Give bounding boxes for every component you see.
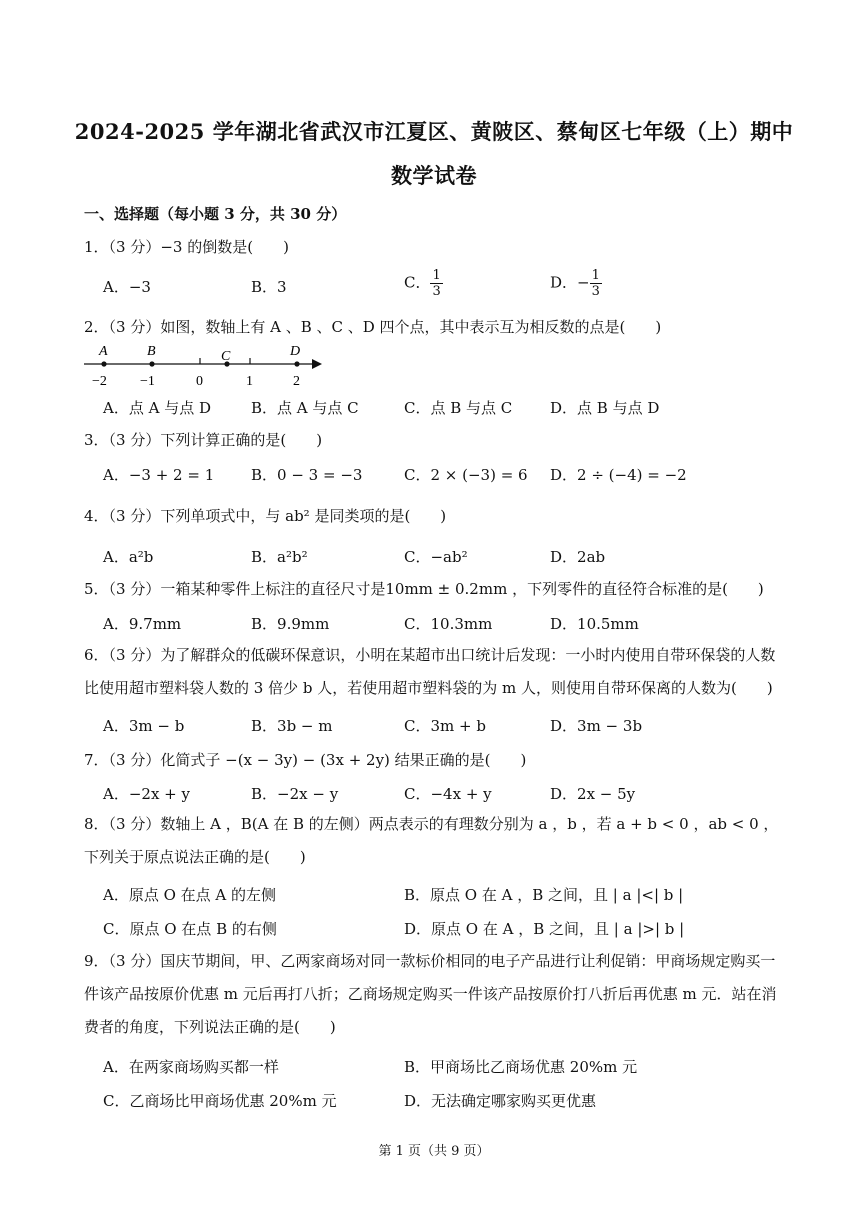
question-2-option-d: D．点 B 与点 D: [550, 399, 660, 417]
number-line-figure: [82, 340, 332, 390]
point-b-dot: [149, 361, 154, 366]
point-label-a: A: [99, 344, 108, 359]
option-label: C．: [404, 273, 431, 292]
question-3-option-a: A．−3 + 2 = 1: [103, 466, 215, 484]
question-5-option-d: D．10.5mm: [550, 615, 639, 633]
question-9-option-a: A．在两家商场购买都一样: [103, 1058, 279, 1076]
tick-label: 1: [246, 374, 253, 389]
question-8-stem: 8．（3 分）数轴上 A ，B(A 在 B 的左侧）两点表示的有理数分别为 a ，b ，若 a + b < 0 ，ab < 0 ，下列关于原点说法正确的是( ): [84, 815, 779, 866]
tick-label: −1: [140, 374, 155, 389]
question-8-option-b: B．原点 O 在 A ，B 之间，且 | a |<| b |: [404, 886, 684, 904]
question-5-option-b: B．9.9mm: [251, 615, 330, 633]
question-8-option-a: A．原点 O 在点 A 的左侧: [103, 886, 277, 904]
point-label-d: D: [290, 344, 301, 359]
question-7-option-d: D．2x − 5y: [550, 785, 636, 803]
point-label-b: B: [147, 344, 156, 359]
question-1-option-b: B．3: [251, 278, 287, 296]
question-6-option-a: A．3m − b: [103, 717, 185, 735]
number-line-arrow: [312, 359, 322, 369]
question-3-option-b: B．0 − 3 = −3: [251, 466, 363, 484]
tick-label: 0: [196, 374, 203, 389]
page-footer: 第 1 页（共 9 页）: [378, 1144, 490, 1159]
question-6-option-b: B．3b − m: [251, 717, 333, 735]
question-3-option-c: C．2 × (−3) = 6: [404, 466, 528, 484]
question-8-option-d: D．原点 O 在 A ，B 之间，且 | a |>| b |: [404, 920, 685, 938]
question-6-stem: 6．（3 分）为了解群众的低碳环保意识，小明在某超市出口统计后发现：一小时内使用自带环保袋的人数比使用超市塑料袋人数的 3 倍少 b 人，若使用超市塑料袋的为 m 人，则使用自带环保离的人数为( ): [84, 646, 776, 697]
question-1-stem: 1．（3 分）−3 的倒数是( ): [84, 238, 289, 256]
question-2-option-b: B．点 A 与点 C: [251, 399, 359, 417]
point-d-dot: [294, 361, 299, 366]
question-4-option-a: A．a²b: [103, 548, 154, 566]
point-label-c: C: [221, 349, 231, 364]
question-1-option-d: [550, 268, 602, 299]
exam-title-line2: 数学试卷: [391, 163, 477, 188]
question-3-stem: 3．（3 分）下列计算正确的是( ): [84, 431, 323, 449]
question-6-option-c: C．3m + b: [404, 717, 486, 735]
fraction: $\frac{1}{3}$: [432, 268, 441, 299]
tick-label: 2: [293, 374, 300, 389]
question-1-option-a: A．−3: [103, 278, 151, 296]
question-5-option-c: C．10.3mm: [404, 615, 493, 633]
tick-label: −2: [92, 374, 107, 389]
question-2-option-a: A．点 A 与点 D: [103, 399, 211, 417]
question-4-option-d: D．2ab: [550, 548, 606, 566]
question-1-option-c: [404, 268, 443, 299]
question-7-option-b: B．−2x − y: [251, 785, 339, 803]
question-9-option-b: B．甲商场比乙商场优惠 20%m 元: [404, 1058, 638, 1076]
question-2-option-c: C．点 B 与点 C: [404, 399, 513, 417]
question-9-option-c: C．乙商场比甲商场优惠 20%m 元: [103, 1092, 337, 1110]
question-9-stem: 9．（3 分）国庆节期间，甲、乙两家商场对同一款标价相同的电子产品进行让利促销：甲商场规定购买一件该产品按原价优惠 m 元后再打八折；乙商场规定购买一件该产品按原价打八折后再优惠 m 元．站在消费者的角度，下列说法正确的是( ): [84, 952, 777, 1036]
question-5-option-a: A．9.7mm: [103, 615, 182, 633]
question-7-option-c: C．−4x + y: [404, 785, 492, 803]
question-4-stem: 4．（3 分）下列单项式中，与 ab² 是同类项的是( ): [84, 507, 447, 525]
question-8-option-c: C．原点 O 在点 B 的右侧: [103, 920, 277, 938]
point-a-dot: [101, 361, 106, 366]
question-3-option-d: D．2 ÷ (−4) = −2: [550, 466, 687, 484]
section-heading: 一、选择题（每小题 3 分，共 30 分）: [84, 205, 347, 223]
question-2-stem: 2．（3 分）如图，数轴上有 A 、B 、C 、D 四个点，其中表示互为相反数的点是( ): [84, 318, 662, 336]
question-5-stem: 5．（3 分）一箱某种零件上标注的直径尺寸是10mm ± 0.2mm ，下列零件的直径符合标准的是( ): [84, 580, 764, 598]
question-4-option-b: B．a²b²: [251, 548, 308, 566]
question-4-option-c: C．−ab²: [404, 548, 468, 566]
question-7-stem: 7．（3 分）化简式子 −(x − 3y) − (3x + 2y) 结果正确的是( ): [84, 751, 527, 769]
question-7-option-a: A．−2x + y: [103, 785, 190, 803]
exam-title-line1: 2024-2025 学年湖北省武汉市江夏区、黄陂区、蔡甸区七年级（上）期中: [74, 119, 794, 144]
option-label: D．−: [550, 273, 590, 292]
question-9-option-d: D．无法确定哪家购买更优惠: [404, 1092, 597, 1110]
question-6-option-d: D．3m − 3b: [550, 717, 643, 735]
fraction: $\frac{1}{3}$: [591, 268, 600, 299]
